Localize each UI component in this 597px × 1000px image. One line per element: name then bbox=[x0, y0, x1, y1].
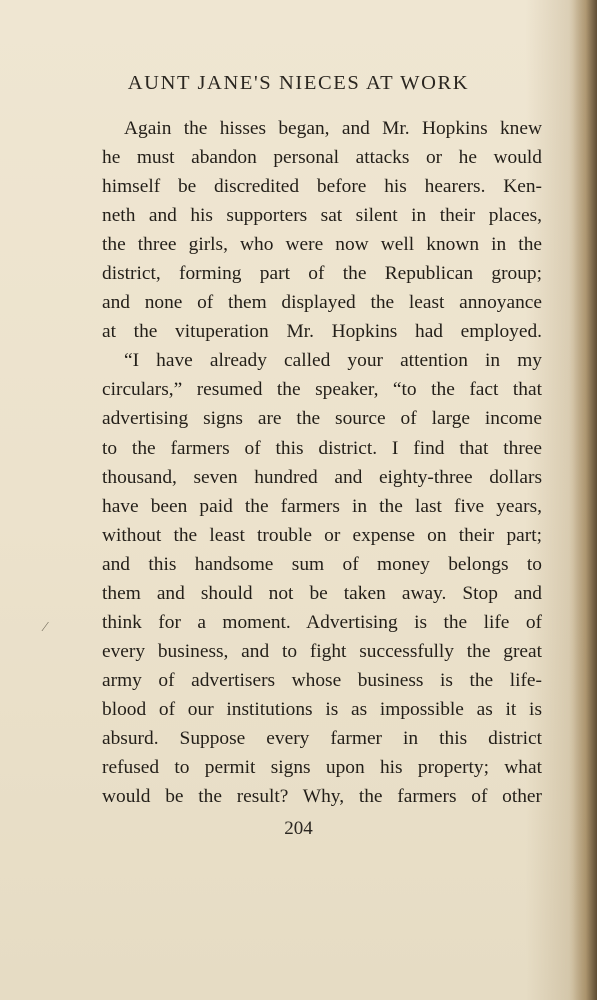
text-line: army of advertisers whose business is the life- bbox=[102, 669, 542, 691]
text-line: have been paid the farmers in the last five years, bbox=[102, 495, 542, 517]
text-line: circulars,” resumed the speaker, “to the fact that bbox=[102, 379, 542, 401]
text-line: advertising signs are the source of large income bbox=[102, 408, 542, 430]
text-line: think for a moment. Advertising is the life of bbox=[102, 611, 542, 633]
text-line: neth and his supporters sat silent in their places, bbox=[102, 205, 542, 227]
text-line: district, forming part of the Republican group; bbox=[102, 263, 542, 285]
text-line: “I have already called your attention in my bbox=[124, 350, 542, 372]
text-line: the three girls, who were now well known in the bbox=[102, 234, 542, 256]
text-line: absurd. Suppose every farmer in this district bbox=[102, 727, 542, 749]
body-text bbox=[102, 114, 542, 811]
text-line: blood of our institutions is as impossible as it is bbox=[102, 698, 542, 720]
text-line: Again the hisses began, and Mr. Hopkins knew bbox=[124, 118, 542, 139]
text-line: to the farmers of this district. I find that three bbox=[102, 437, 542, 459]
text-line: refused to permit signs upon his property; what bbox=[102, 757, 542, 779]
page-number: 204 bbox=[284, 818, 313, 839]
text-line: thousand, seven hundred and eighty-three dollars bbox=[102, 466, 542, 488]
text-line: and this handsome sum of money belongs to bbox=[102, 553, 542, 575]
text-line: would be the result? Why, the farmers of other bbox=[102, 786, 542, 808]
text-line: himself be discredited before his hearers. Ken- bbox=[102, 176, 542, 198]
text-line: he must abandon personal attacks or he would bbox=[102, 147, 542, 169]
text-line: them and should not be taken away. Stop and bbox=[102, 582, 542, 604]
running-head: AUNT JANE'S NIECES AT WORK bbox=[127, 72, 470, 94]
text-line: every business, and to fight successfully the great bbox=[102, 640, 542, 662]
text-line: and none of them displayed the least annoyance bbox=[102, 292, 542, 314]
text-line: at the vituperation Mr. Hopkins had employed. bbox=[102, 321, 542, 343]
margin-mark: ⁄ bbox=[44, 620, 47, 635]
spine-shadow bbox=[569, 0, 597, 1000]
text-line: without the least trouble or expense on their part; bbox=[102, 524, 542, 546]
